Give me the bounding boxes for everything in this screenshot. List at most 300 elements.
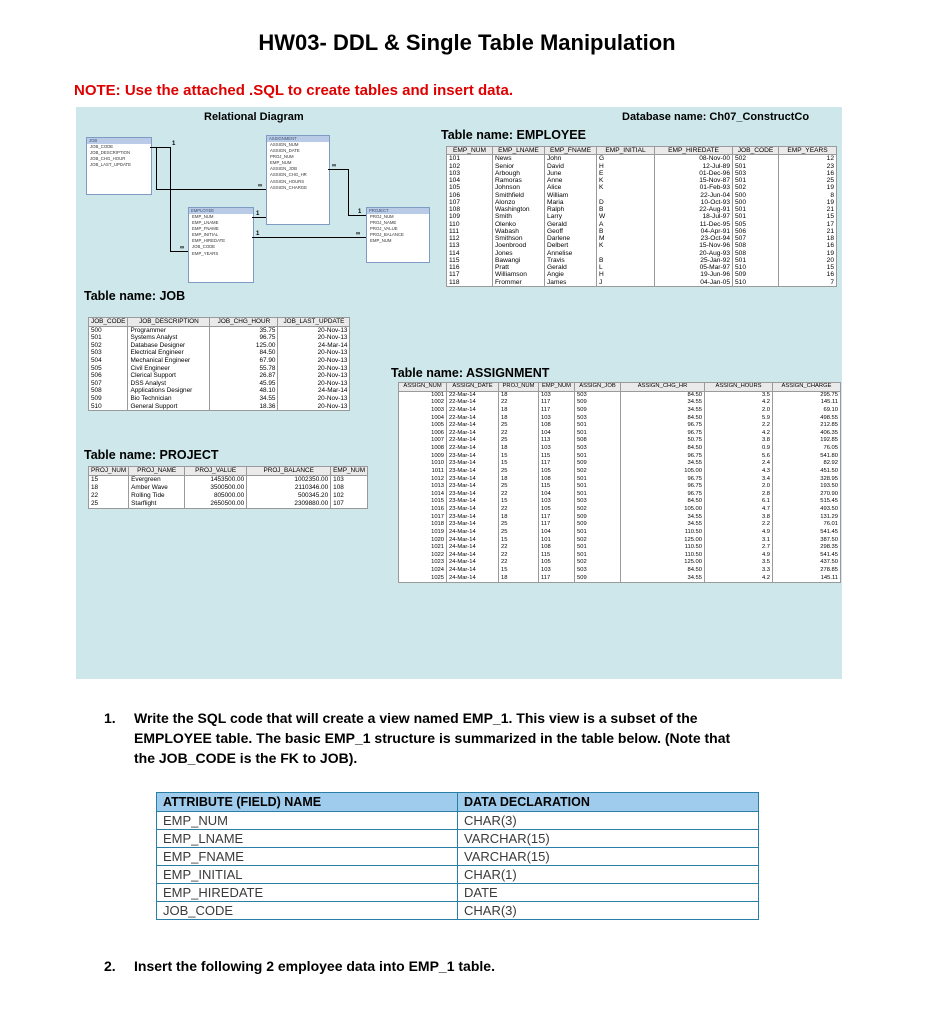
table-cell: 509 bbox=[89, 395, 128, 403]
table-cell: 406.35 bbox=[773, 430, 841, 438]
table-cell: 328.95 bbox=[773, 476, 841, 484]
table-cell: 502 bbox=[733, 155, 779, 163]
table-row bbox=[447, 163, 837, 170]
table-cell: 503 bbox=[575, 391, 621, 399]
table-cell: 3.3 bbox=[705, 567, 773, 575]
emp1-structure-table bbox=[156, 792, 759, 920]
er-field: JOB_CODE bbox=[192, 244, 216, 250]
table-cell: 110.50 bbox=[621, 544, 705, 552]
table-cell: 22 bbox=[499, 430, 539, 438]
table-cell: 116 bbox=[447, 264, 493, 271]
table-cell: 1005 bbox=[399, 422, 447, 430]
column-header: ASSIGN_CHARGE bbox=[773, 383, 841, 392]
question-text: Insert the following 2 employee data into EMP_1 table. bbox=[134, 958, 495, 974]
er-field: ASSIGN_NUM bbox=[270, 142, 299, 147]
table-cell bbox=[597, 250, 655, 257]
table-cell: 22-Aug-91 bbox=[655, 206, 733, 213]
table-cell: 504 bbox=[89, 357, 128, 365]
table-cell: 505 bbox=[89, 365, 128, 373]
table-row bbox=[399, 552, 841, 560]
table-cell: Jones bbox=[493, 250, 545, 257]
table-cell: 48.10 bbox=[210, 387, 278, 395]
job-table-body bbox=[89, 326, 350, 411]
table-cell: 18 bbox=[499, 575, 539, 583]
table-cell: 501 bbox=[733, 213, 779, 220]
table-cell: 96.75 bbox=[621, 422, 705, 430]
table-cell: 1004 bbox=[399, 415, 447, 423]
many-mark: ∞ bbox=[258, 183, 263, 189]
table-cell: H bbox=[597, 163, 655, 170]
table-cell: 20-Nov-13 bbox=[278, 365, 350, 373]
table-cell: Clerical Support bbox=[128, 372, 210, 380]
table-row bbox=[399, 506, 841, 514]
question-line: EMPLOYEE table. The basic EMP_1 structure is summarized in the table below. (Note that bbox=[134, 730, 731, 746]
table-cell: 23-Mar-14 bbox=[447, 483, 499, 491]
column-header: PROJ_NUM bbox=[89, 467, 129, 476]
table-cell: 103 bbox=[447, 170, 493, 177]
table-cell: 510 bbox=[733, 279, 779, 287]
table-cell: 17 bbox=[779, 221, 837, 228]
table-cell: 96.75 bbox=[621, 491, 705, 499]
column-header: PROJ_NUM bbox=[499, 383, 539, 392]
table-cell: 18 bbox=[499, 514, 539, 522]
table-cell: 0.9 bbox=[705, 445, 773, 453]
table-row bbox=[447, 271, 837, 278]
table-cell: 2.2 bbox=[705, 422, 773, 430]
table-cell: 15-Nov-87 bbox=[655, 177, 733, 184]
table-cell: 20 bbox=[779, 257, 837, 264]
table-cell: Washington bbox=[493, 206, 545, 213]
table-cell: 4.2 bbox=[705, 575, 773, 583]
table-cell: 22-Mar-14 bbox=[447, 391, 499, 399]
table-cell: Smithfield bbox=[493, 192, 545, 199]
table-cell: 23-Oct-94 bbox=[655, 235, 733, 242]
column-header: EMP_INITIAL bbox=[597, 147, 655, 155]
table-cell: 18 bbox=[499, 476, 539, 484]
table-cell: 19 bbox=[779, 184, 837, 191]
table-row bbox=[399, 430, 841, 438]
table-cell: 502 bbox=[575, 537, 621, 545]
question-1 bbox=[104, 708, 844, 770]
table-cell: 108 bbox=[539, 422, 575, 430]
table-cell: 84.50 bbox=[621, 391, 705, 399]
table-cell: 503 bbox=[575, 498, 621, 506]
table-cell: Applications Designer bbox=[128, 387, 210, 395]
table-cell: 500 bbox=[89, 326, 128, 334]
table-cell: 145.11 bbox=[773, 575, 841, 583]
table-cell: 1008 bbox=[399, 445, 447, 453]
column-header: EMP_LNAME bbox=[493, 147, 545, 155]
table-row bbox=[89, 484, 368, 492]
table-row bbox=[399, 468, 841, 476]
table-cell: 502 bbox=[733, 184, 779, 191]
table-cell: 387.50 bbox=[773, 537, 841, 545]
table-cell: 22 bbox=[499, 552, 539, 560]
table-cell: 103 bbox=[539, 445, 575, 453]
table-cell: Programmer bbox=[128, 326, 210, 334]
table-cell: H bbox=[597, 271, 655, 278]
table-cell: 18 bbox=[499, 407, 539, 415]
table-row bbox=[447, 250, 837, 257]
table-cell: 115 bbox=[539, 483, 575, 491]
table-row bbox=[399, 498, 841, 506]
table-cell: W bbox=[597, 213, 655, 220]
table-cell: 102 bbox=[447, 163, 493, 170]
table-cell: 451.50 bbox=[773, 468, 841, 476]
table-row bbox=[399, 521, 841, 529]
table-cell: 23 bbox=[779, 163, 837, 170]
table-cell: 25 bbox=[499, 521, 539, 529]
one-mark: 1 bbox=[172, 141, 176, 147]
table-cell: 24-Mar-14 bbox=[278, 342, 350, 350]
table-cell: 112 bbox=[447, 235, 493, 242]
table-cell: 503 bbox=[575, 445, 621, 453]
table-cell: June bbox=[545, 170, 597, 177]
table-row bbox=[399, 567, 841, 575]
table-cell: CHAR(3) bbox=[458, 902, 759, 920]
table-cell: 501 bbox=[733, 177, 779, 184]
table-cell: 22-Mar-14 bbox=[447, 415, 499, 423]
table-cell: 113 bbox=[539, 437, 575, 445]
relational-diagram-label: Relational Diagram bbox=[204, 111, 304, 123]
question-line: the JOB_CODE is the FK to JOB). bbox=[134, 750, 358, 766]
table-cell: 22-Jun-04 bbox=[655, 192, 733, 199]
job-table-name: Table name: JOB bbox=[84, 289, 186, 303]
relationship-line bbox=[328, 169, 348, 170]
table-cell: 6.1 bbox=[705, 498, 773, 506]
table-cell: 20-Nov-13 bbox=[278, 395, 350, 403]
table-cell: 270.90 bbox=[773, 491, 841, 499]
table-cell: 117 bbox=[539, 514, 575, 522]
table-cell: CHAR(3) bbox=[458, 812, 759, 830]
table-cell: 105 bbox=[539, 559, 575, 567]
table-cell: 96.75 bbox=[621, 476, 705, 484]
table-cell: Ramoras bbox=[493, 177, 545, 184]
column-header: ASSIGN_HOURS bbox=[705, 383, 773, 392]
table-cell: 20-Nov-13 bbox=[278, 334, 350, 342]
table-cell: K bbox=[597, 184, 655, 191]
table-cell: 3.8 bbox=[705, 514, 773, 522]
table-cell: 503 bbox=[575, 415, 621, 423]
table-cell: 117 bbox=[539, 399, 575, 407]
table-row bbox=[399, 453, 841, 461]
table-cell: 19-Jun-96 bbox=[655, 271, 733, 278]
table-cell: VARCHAR(15) bbox=[458, 848, 759, 866]
table-row bbox=[447, 192, 837, 199]
relationship-line bbox=[252, 217, 266, 218]
table-cell: 501 bbox=[733, 206, 779, 213]
table-cell: 509 bbox=[575, 460, 621, 468]
table-cell: 125.00 bbox=[621, 559, 705, 567]
table-row bbox=[447, 213, 837, 220]
table-cell: 105 bbox=[539, 506, 575, 514]
table-cell: 502 bbox=[89, 342, 128, 350]
table-cell: 110.50 bbox=[621, 552, 705, 560]
column-header: EMP_YEARS bbox=[779, 147, 837, 155]
table-cell: 500345.20 bbox=[247, 492, 331, 500]
table-cell: 541.80 bbox=[773, 453, 841, 461]
table-cell: Travis bbox=[545, 257, 597, 264]
table-cell: 25 bbox=[779, 177, 837, 184]
table-cell: 105 bbox=[539, 468, 575, 476]
table-header-row bbox=[157, 793, 759, 812]
table-row bbox=[399, 437, 841, 445]
column-header: ASSIGN_CHG_HR bbox=[621, 383, 705, 392]
table-cell: 04-Jan-05 bbox=[655, 279, 733, 287]
er-entity-title: JOB bbox=[87, 138, 151, 144]
table-cell: 509 bbox=[575, 407, 621, 415]
table-cell: 115 bbox=[447, 257, 493, 264]
column-header: JOB_CODE bbox=[89, 318, 128, 327]
question-2 bbox=[104, 956, 844, 976]
table-cell: Annelise bbox=[545, 250, 597, 257]
table-row bbox=[157, 812, 759, 830]
table-cell: Wabash bbox=[493, 228, 545, 235]
table-cell: 298.35 bbox=[773, 544, 841, 552]
table-row bbox=[399, 391, 841, 399]
table-cell: B bbox=[597, 228, 655, 235]
table-cell: 501 bbox=[733, 257, 779, 264]
assignment-table bbox=[398, 382, 841, 583]
table-cell: 101 bbox=[447, 155, 493, 163]
table-cell: 117 bbox=[539, 460, 575, 468]
column-header: ATTRIBUTE (FIELD) NAME bbox=[157, 793, 458, 812]
table-row bbox=[447, 206, 837, 213]
table-cell: 1007 bbox=[399, 437, 447, 445]
question-line: Write the SQL code that will create a view named EMP_1. This view is a subset of the bbox=[134, 710, 698, 726]
table-cell: 1016 bbox=[399, 506, 447, 514]
relationship-line bbox=[150, 147, 170, 148]
table-cell: 2309880.00 bbox=[247, 500, 331, 508]
er-field: PROJ_NUM bbox=[370, 214, 394, 219]
table-row bbox=[89, 492, 368, 500]
table-cell: B bbox=[597, 206, 655, 213]
table-cell: 501 bbox=[575, 483, 621, 491]
er-field: ASSIGN_DATE bbox=[270, 148, 300, 154]
column-header: ASSIGN_NUM bbox=[399, 383, 447, 392]
table-cell: K bbox=[597, 242, 655, 249]
column-header: EMP_NUM bbox=[447, 147, 493, 155]
table-cell: 12 bbox=[779, 155, 837, 163]
table-cell: 22-Mar-14 bbox=[447, 445, 499, 453]
table-cell: 2.8 bbox=[705, 491, 773, 499]
table-cell: 125.00 bbox=[621, 537, 705, 545]
table-cell: Johnson bbox=[493, 184, 545, 191]
table-cell: 103 bbox=[539, 415, 575, 423]
table-row bbox=[399, 544, 841, 552]
er-field: JOB_CHG_HOUR bbox=[90, 156, 126, 162]
table-row bbox=[89, 403, 350, 411]
table-cell: B bbox=[597, 257, 655, 264]
table-cell: 23-Mar-14 bbox=[447, 453, 499, 461]
table-cell: 20-Nov-13 bbox=[278, 349, 350, 357]
table-cell: Senior bbox=[493, 163, 545, 170]
column-header: ASSIGN_DATE bbox=[447, 383, 499, 392]
table-cell: 510 bbox=[733, 264, 779, 271]
table-cell: 108 bbox=[331, 484, 368, 492]
table-cell: 508 bbox=[89, 387, 128, 395]
table-cell: 22 bbox=[499, 544, 539, 552]
table-cell: 18 bbox=[499, 391, 539, 399]
column-header: PROJ_NAME bbox=[129, 467, 185, 476]
table-cell: 108 bbox=[447, 206, 493, 213]
table-cell: 508 bbox=[733, 242, 779, 249]
table-cell: 34.55 bbox=[621, 521, 705, 529]
table-cell: 34.55 bbox=[621, 407, 705, 415]
table-cell: 25 bbox=[499, 422, 539, 430]
er-entity-title: EMPLOYEE bbox=[189, 208, 253, 214]
table-cell: 3.8 bbox=[705, 437, 773, 445]
table-cell: Database Designer bbox=[128, 342, 210, 350]
table-cell: 3.1 bbox=[705, 537, 773, 545]
table-cell: EMP_HIREDATE bbox=[157, 884, 458, 902]
table-cell: 110 bbox=[447, 221, 493, 228]
table-cell: 23-Mar-14 bbox=[447, 506, 499, 514]
er-field: ASSIGN_CHARGE bbox=[270, 184, 308, 190]
table-cell: 503 bbox=[575, 567, 621, 575]
table-cell: 84.50 bbox=[621, 498, 705, 506]
table-cell: 1019 bbox=[399, 529, 447, 537]
er-field: PROJ_VALUE bbox=[370, 226, 398, 232]
table-cell: Williamson bbox=[493, 271, 545, 278]
job-table bbox=[88, 317, 350, 411]
table-cell: 145.11 bbox=[773, 399, 841, 407]
table-cell: EMP_NUM bbox=[157, 812, 458, 830]
table-cell: 3.5 bbox=[705, 391, 773, 399]
table-cell: 15 bbox=[499, 567, 539, 575]
table-cell: 15 bbox=[499, 498, 539, 506]
table-cell: 1010 bbox=[399, 460, 447, 468]
table-cell: 19 bbox=[779, 199, 837, 206]
table-cell: 3.4 bbox=[705, 476, 773, 484]
table-cell: 34.55 bbox=[621, 575, 705, 583]
table-cell: 109 bbox=[447, 213, 493, 220]
database-name-label: Database name: Ch07_ConstructCo bbox=[622, 111, 810, 123]
table-cell: 498.55 bbox=[773, 415, 841, 423]
table-cell: 1018 bbox=[399, 521, 447, 529]
employee-table bbox=[446, 146, 837, 287]
table-row bbox=[89, 475, 368, 483]
table-cell: 22 bbox=[499, 491, 539, 499]
table-cell: 113 bbox=[447, 242, 493, 249]
table-cell: Systems Analyst bbox=[128, 334, 210, 342]
page-title: HW03- DDL & Single Table Manipulation bbox=[258, 30, 676, 55]
er-field: JOB_CODE bbox=[90, 144, 114, 149]
table-cell: 18-Jul-97 bbox=[655, 213, 733, 220]
table-row bbox=[89, 326, 350, 334]
table-cell: 510 bbox=[89, 403, 128, 411]
table-cell: 8 bbox=[779, 192, 837, 199]
table-cell: 506 bbox=[733, 228, 779, 235]
table-cell: 34.55 bbox=[621, 514, 705, 522]
table-cell: 76.01 bbox=[773, 521, 841, 529]
table-cell: J bbox=[597, 279, 655, 287]
table-cell: D bbox=[597, 199, 655, 206]
table-cell: 15 bbox=[779, 213, 837, 220]
table-row bbox=[399, 529, 841, 537]
table-cell: 82.92 bbox=[773, 460, 841, 468]
table-cell: Rolling Tide bbox=[129, 492, 185, 500]
table-cell: Mechanical Engineer bbox=[128, 357, 210, 365]
table-cell: Frommer bbox=[493, 279, 545, 287]
er-field: EMP_NUM bbox=[370, 238, 392, 244]
table-cell: JOB_CODE bbox=[157, 902, 458, 920]
table-cell: 1003 bbox=[399, 407, 447, 415]
table-row bbox=[399, 460, 841, 468]
one-mark: 1 bbox=[256, 231, 260, 237]
table-cell: 111 bbox=[447, 228, 493, 235]
table-cell: 501 bbox=[575, 453, 621, 461]
table-row bbox=[157, 866, 759, 884]
table-cell: EMP_FNAME bbox=[157, 848, 458, 866]
table-row bbox=[447, 279, 837, 287]
employee-table-body bbox=[447, 155, 837, 287]
table-cell: 508 bbox=[733, 250, 779, 257]
table-cell: 18 bbox=[89, 484, 129, 492]
table-cell: 103 bbox=[539, 567, 575, 575]
table-cell: 506 bbox=[89, 372, 128, 380]
er-entity-employee bbox=[188, 207, 254, 283]
er-entity-title: ASSIGNMENT bbox=[267, 136, 329, 142]
table-cell: Smithson bbox=[493, 235, 545, 242]
table-row bbox=[447, 170, 837, 177]
table-row bbox=[447, 184, 837, 191]
table-cell: Ralph bbox=[545, 206, 597, 213]
table-cell: Alonzo bbox=[493, 199, 545, 206]
table-cell: 45.95 bbox=[210, 380, 278, 388]
table-row bbox=[447, 199, 837, 206]
table-cell: 22-Mar-14 bbox=[447, 430, 499, 438]
table-cell: Amber Wave bbox=[129, 484, 185, 492]
table-cell: 107 bbox=[447, 199, 493, 206]
table-row bbox=[399, 407, 841, 415]
table-cell: Electrical Engineer bbox=[128, 349, 210, 357]
table-row bbox=[399, 514, 841, 522]
er-field: EMP_FNAME bbox=[192, 226, 219, 232]
table-cell: A bbox=[597, 221, 655, 228]
column-header: EMP_HIREDATE bbox=[655, 147, 733, 155]
table-cell: 110.50 bbox=[621, 529, 705, 537]
table-cell: 1022 bbox=[399, 552, 447, 560]
table-cell: Bio Technician bbox=[128, 395, 210, 403]
column-header: JOB_DESCRIPTION bbox=[128, 318, 210, 327]
table-cell: 67.90 bbox=[210, 357, 278, 365]
table-cell: Pratt bbox=[493, 264, 545, 271]
table-cell: 4.9 bbox=[705, 529, 773, 537]
table-cell: 08-Nov-00 bbox=[655, 155, 733, 163]
table-row bbox=[89, 387, 350, 395]
table-cell: 115 bbox=[539, 453, 575, 461]
table-cell: 21 bbox=[779, 206, 837, 213]
table-cell: 1021 bbox=[399, 544, 447, 552]
table-cell: 24-Mar-14 bbox=[447, 567, 499, 575]
relationship-line bbox=[348, 169, 349, 215]
table-row bbox=[157, 902, 759, 920]
table-cell: 23-Mar-14 bbox=[447, 468, 499, 476]
many-mark: ∞ bbox=[332, 163, 337, 169]
table-cell: 507 bbox=[733, 235, 779, 242]
table-cell: 505 bbox=[733, 221, 779, 228]
table-cell: 22-Mar-14 bbox=[447, 437, 499, 445]
er-field: JOB_DESCRIPTION bbox=[90, 150, 131, 156]
table-cell: 11-Dec-95 bbox=[655, 221, 733, 228]
table-cell: 34.55 bbox=[621, 460, 705, 468]
table-cell: 105.00 bbox=[621, 468, 705, 476]
column-header: DATA DECLARATION bbox=[458, 793, 759, 812]
table-row bbox=[89, 342, 350, 350]
many-mark: ∞ bbox=[180, 245, 185, 251]
table-cell: 4.7 bbox=[705, 506, 773, 514]
